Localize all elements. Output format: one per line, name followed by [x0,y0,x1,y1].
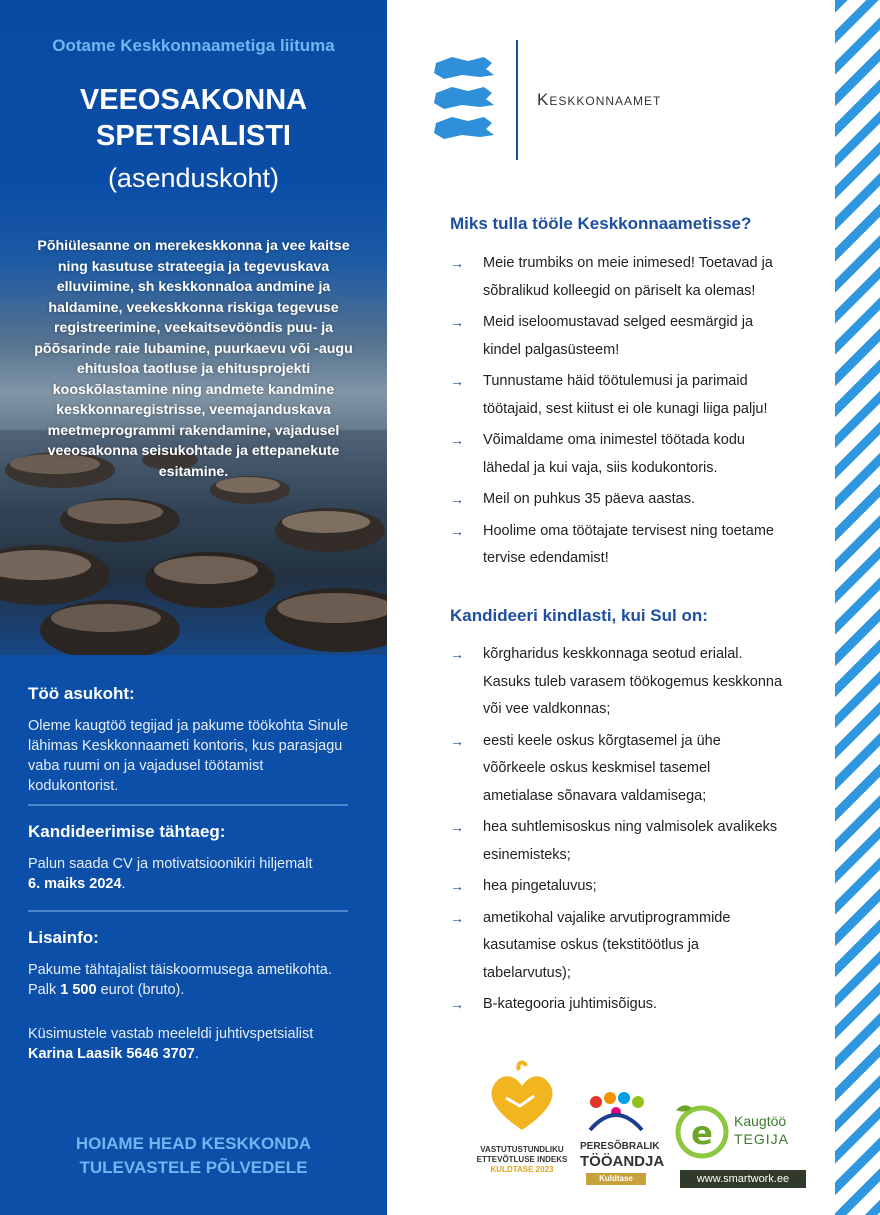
job-title-line2: SPETSIALISTI [96,120,291,152]
slogan-line1: HOIAME HEAD KESKKONDA [75,1134,312,1153]
salary-suffix: eurot (bruto). [96,982,185,998]
arrow-right-icon: → [450,522,464,539]
apply-item-text: hea suhtlemisoskus ning valmisolek avalikeks [483,819,778,835]
why-item-text: Meie trumbiks on meie inimesed! Toetavad ja [483,255,773,271]
apply-item [450,814,820,869]
job-title-line1: VEEOSAKONNA [79,84,308,116]
family-line3: Kuldtase [586,1173,646,1185]
why-item-text: töötajaid, sest kiitust ei ole kunagi liiga palju! [483,400,768,417]
smartwork-line1: Kaugtöö [734,1113,787,1129]
arrow-right-icon: → [450,732,464,749]
divider [28,804,348,806]
contact-name-phone: Karina Laasik 5646 3707 [28,1046,195,1062]
left-panel [0,0,387,1215]
apply-item-text: ametikohal vajalike arvutiprogrammide [483,909,731,926]
e-leaf-icon [672,1098,732,1160]
job-description: Põhiülesanne on merekeskkonna ja vee kaitse ning kasutuse strateegia ja tegevuskava elluviimine, sh keskkonnaloa andmine ja haldamine, veekeskkonna riskiga tegevuse registreerimine, veekaitsevööndis puu- ja põõsarinde raie lubamine, puurkaevu või -augu ehitusloa taotluse ja ehitusprojekti kooskõlastamine ning andmete kandmine keskkonnaregistrisse, veemajanduskava meetmeprogrammi rakendamine, vajadusel veeosakonna seisukohtade ja ettepanekute esitamine. [34,238,353,480]
arrow-right-icon: → [450,646,464,662]
smartwork-badge [672,1098,812,1190]
why-list [450,250,820,577]
arrow-right-icon: → [450,314,464,330]
contact-text: Küsimustele vastab meeleldi juhtivspetsialist [28,1026,314,1042]
csr-line3: KULDTASE 2023 [490,1165,554,1174]
arrow-right-icon: → [450,878,464,894]
why-item-text: Võimaldame oma inimestel töötada kodu [483,432,745,448]
apply-item [450,873,820,901]
apply-item-text: eesti keele oskus kõrgtasemel ja ühe [483,732,721,749]
apply-item-text: või vee valdkonnas; [483,701,611,717]
apply-item-text: tabelarvutus); [483,964,571,981]
location-section [28,684,350,796]
apply-item [450,728,820,811]
apply-item-text: hea pingetaluvus; [483,878,597,894]
why-item-text: Meil on puhkus 35 päeva aastas. [483,491,695,507]
apply-item [450,905,820,988]
csr-badge [472,1058,572,1188]
why-item-text: lähedal ja kui vaja, siis kodukontoris. [483,459,718,476]
why-heading: Miks tulla tööle Keskkonnaametisse? [450,214,752,233]
arrow-right-icon: → [450,996,464,1012]
why-item [450,309,820,364]
why-item [450,518,820,573]
svg-text:e: e [691,1114,713,1152]
info-section [28,928,350,1064]
deadline-section [28,822,350,894]
logo-divider [516,40,518,160]
why-item [450,368,820,423]
csr-line2: ETTEVÕTLUSE INDEKS [476,1155,568,1164]
family-friendly-badge [580,1090,665,1190]
apply-item-text: kasutamise oskus (tekstitöötlus ja [483,937,699,953]
apply-item-text: kõrgharidus keskkonnaga seotud erialal. [483,646,743,662]
why-item-text: Meid iseloomustavad selged eesmärgid ja [483,314,754,330]
family-line1: PERESÕBRALIK [580,1141,660,1152]
arrow-right-icon: → [450,491,464,507]
why-item-text: sõbralikud kolleegid on päriselt ka olemas! [483,282,756,299]
info-heading: Lisainfo: [28,928,99,947]
location-text: Oleme kaugtöö tegijad ja pakume töökohta Sinule lähimas Keskkonnaameti kontoris, kus parasjagu vaba ruumi on ja vajadusel töötamist kodukontorist. [28,718,349,794]
why-item-text: Hoolime oma töötajate tervisest ning toetame [483,522,774,539]
info-offer: Pakume tähtajalist täiskoormusega ametikohta. [28,962,332,978]
arrow-right-icon: → [450,432,464,448]
slogan [0,1132,387,1180]
location-heading: Töö asukoht: [28,684,135,703]
salary-amount: 1 500 [60,982,97,998]
heart-handshake-icon [472,1058,572,1138]
family-people-icon [580,1090,652,1136]
apply-item [450,641,820,724]
family-line2: TÖÖANDJA [580,1153,665,1170]
apply-heading: Kandideeri kindlasti, kui Sul on: [450,606,708,625]
deadline-heading: Kandideerimise tähtaeg: [28,822,226,841]
apply-item-text: ametialase sõnavara valdamisega; [483,787,707,804]
smartwork-line2: TEGIJA [734,1131,790,1147]
arrow-right-icon: → [450,819,464,835]
smartwork-url: www.smartwork.ee [680,1170,806,1188]
job-subtitle: (asenduskoht) [107,163,280,193]
apply-item-text: Kasuks tuleb varasem töökogemus keskkonna [483,673,783,690]
organization-logo-text: Keskkonnaamet [537,90,662,109]
why-item [450,250,820,305]
arrow-right-icon: → [450,909,464,926]
salary-prefix: Palk [28,982,61,998]
slogan-line2: TULEVASTELE PÕLVEDELE [79,1158,308,1177]
why-item [450,486,820,514]
hero-lead: Ootame Keskkonnaametiga liituma [52,36,335,55]
decorative-stripe [835,0,880,1215]
requirements-list [450,641,820,1023]
divider [28,910,348,912]
estonian-coat-of-arms-icon [432,55,496,145]
why-item [450,427,820,482]
apply-item-text: B-kategooria juhtimisõigus. [483,996,658,1012]
why-item-text: kindel palgasüsteem! [483,341,620,358]
apply-item-text: võõrkeele oskus keskmisel tasemel [483,760,711,776]
why-item-text: Tunnustame häid töötulemusi ja parimaid [483,373,748,389]
deadline-text: Palun saada CV ja motivatsioonikiri hiljemalt [28,856,313,872]
deadline-date: 6. maiks 2024 [28,876,122,892]
arrow-right-icon: → [450,255,464,271]
csr-line1: VASTUTUSTUNDLIKU [480,1145,564,1154]
contact-period: . [194,1046,199,1062]
apply-item [450,991,820,1019]
apply-item-text: esinemisteks; [483,846,571,863]
deadline-period: . [121,876,126,892]
arrow-right-icon: → [450,373,464,389]
why-item-text: tervise edendamist! [483,550,609,566]
